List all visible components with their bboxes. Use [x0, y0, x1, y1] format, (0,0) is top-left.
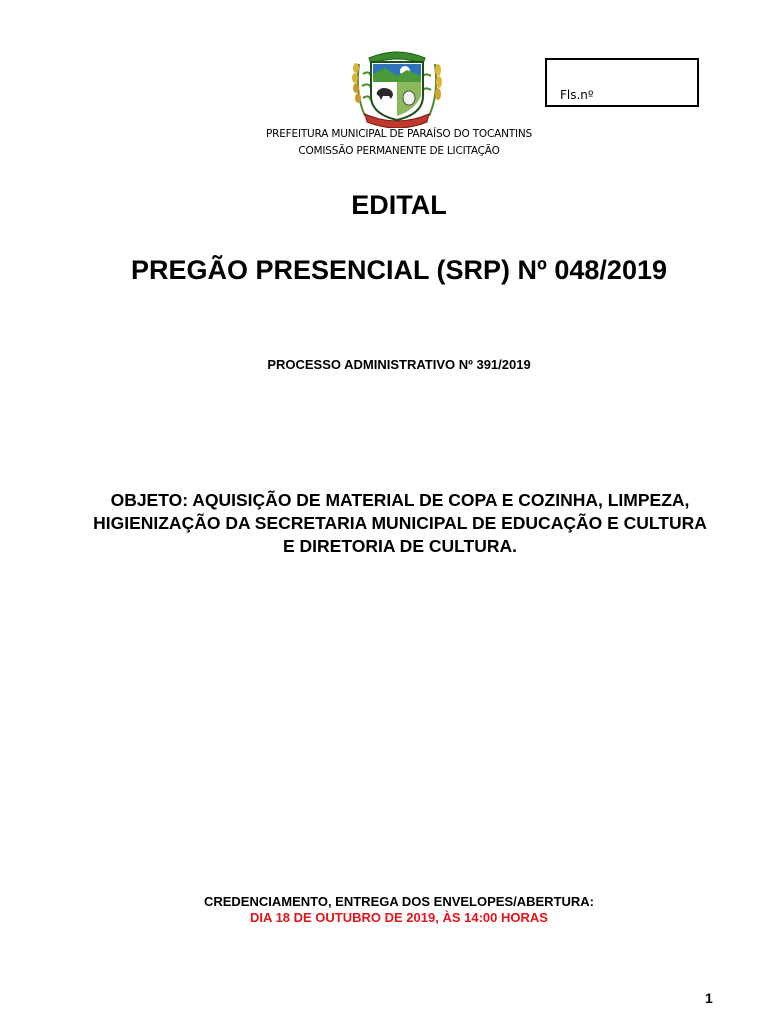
municipal-coat-of-arms-icon — [345, 44, 449, 128]
header-prefeitura: PREFEITURA MUNICIPAL DE PARAÍSO DO TOCANTINS — [266, 128, 532, 140]
document-title-pregao: PREGÃO PRESENCIAL (SRP) Nº 048/2019 — [130, 255, 668, 285]
credenciamento-label: CREDENCIAMENTO, ENTREGA DOS ENVELOPES/ABERTURA: — [203, 894, 595, 909]
objeto-description: OBJETO: AQUISIÇÃO DE MATERIAL DE COPA E COZINHA, LIMPEZA, HIGIENIZAÇÃO DA SECRETARIA MUNICIPAL DE EDUCAÇÃO E CULTURA E DIRETORIA DE CULTURA. — [93, 490, 707, 556]
fls-page-box — [545, 58, 699, 107]
header-comissao: COMISSÃO PERMANENTE DE LICITAÇÃO — [298, 145, 500, 157]
processo-administrativo: PROCESSO ADMINISTRATIVO Nº 391/2019 — [267, 357, 531, 372]
corn-right — [422, 64, 442, 116]
wheat-left — [352, 63, 371, 116]
fls-label: Fls.nº — [560, 88, 594, 102]
credenciamento-date: DIA 18 DE OUTUBRO DE 2019, ÀS 14:00 HORAS — [250, 910, 548, 925]
document-title-edital: EDITAL — [351, 190, 447, 220]
page-number: 1 — [705, 990, 713, 1006]
